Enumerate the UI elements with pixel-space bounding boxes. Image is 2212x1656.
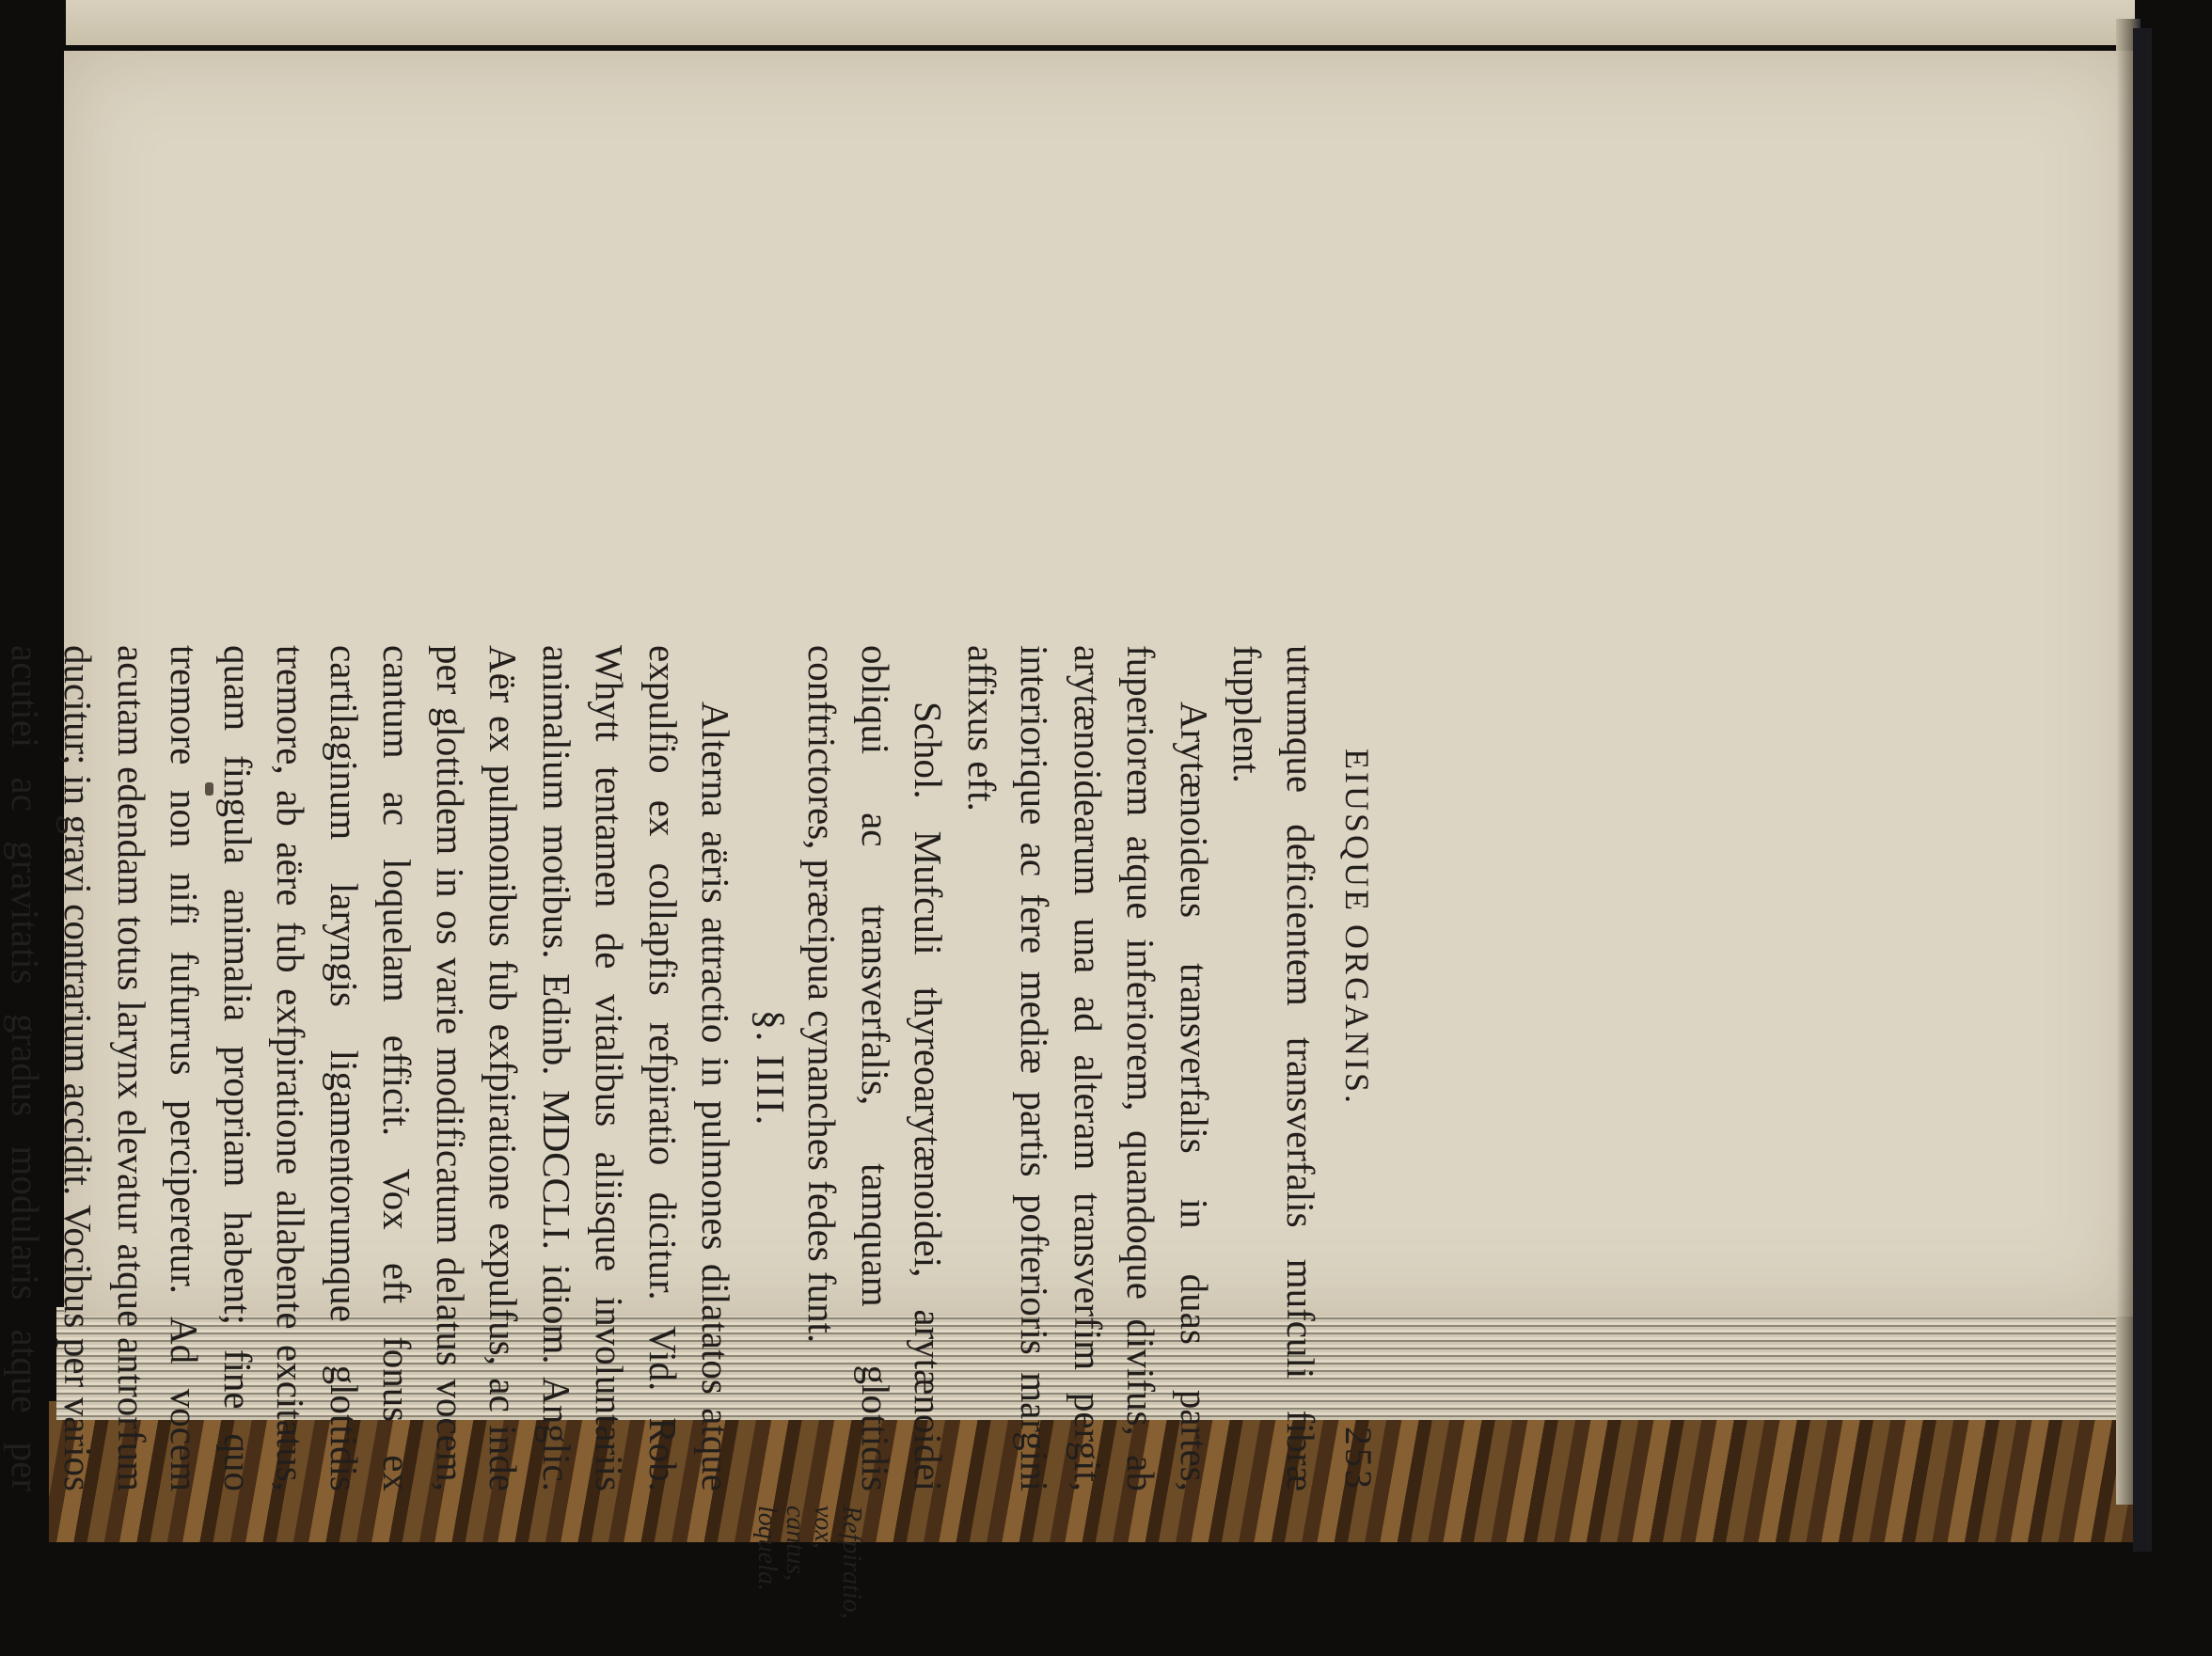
page-text xyxy=(0,137,1381,1619)
margin-note xyxy=(752,1506,865,1656)
book-spine xyxy=(2133,28,2152,1552)
margin-note-line: Refpiratio, vox, xyxy=(809,1506,866,1619)
gutter-shadow xyxy=(2116,51,2133,1317)
margin-note-line: loquela. xyxy=(752,1506,782,1591)
running-head-title: EIUSQUE ORGANIS. xyxy=(1338,749,1376,1106)
margin-note-line: cantus, xyxy=(781,1506,810,1582)
paragraph-2: Arytænoideus transverfalis in duas partes, fuperiorem atque inferiorem, quandoque divifus, ab arytænoidearum una ad alteram transverfim pergit, interiorique ac fere mediæ partis pofterioris margini affixus eft. xyxy=(960,645,1216,1491)
page-number: 253 xyxy=(1337,1427,1380,1491)
running-head xyxy=(1336,645,1381,1491)
section-paragraph: Alterna aëris attractio in pulmones dilatatos atque expulfio ex collapfis refpiratio dicitur. Vid. Rob. Whytt tentamen de vitalibus aliisque involuntariis animalium motibus. Edinb. MDCCLI. idiom. Anglic. Aër ex pulmonibus fub exfpiratione expulfus, ac inde per glottidem in os varie modificatum delatus vocem, cantum ac loquelam efficit. Vox eft fonus ex cartilaginum laryngis ligamentorumque glottidis tremore, ab aëre fub exfpiratione allabente excitatus, quam fingula animalia propriam habent; fine quo tremore non nifi fufurrus perciperetur. Ad vocem acutam edendam totus larynx elevatur atque antrorfum ducitur; in gravi contrarium accidit. Vocibus per varios acutiei ac gravitatis gradus modularis atque per xyxy=(4,645,738,1491)
paragraph-1: utrumque deficientem transverfalis mufculi fibræ fupplent. xyxy=(1225,645,1322,1491)
page-top-edge xyxy=(66,0,2135,45)
section-heading: §. IIII. xyxy=(748,1009,791,1128)
paragraph-3: Schol. Mufculi thyreoarytænoidei, arytænoidei obliqui ac transverfalis, tamquam glottidis conftrictores, præcipua cynanches fedes funt. xyxy=(800,645,951,1491)
